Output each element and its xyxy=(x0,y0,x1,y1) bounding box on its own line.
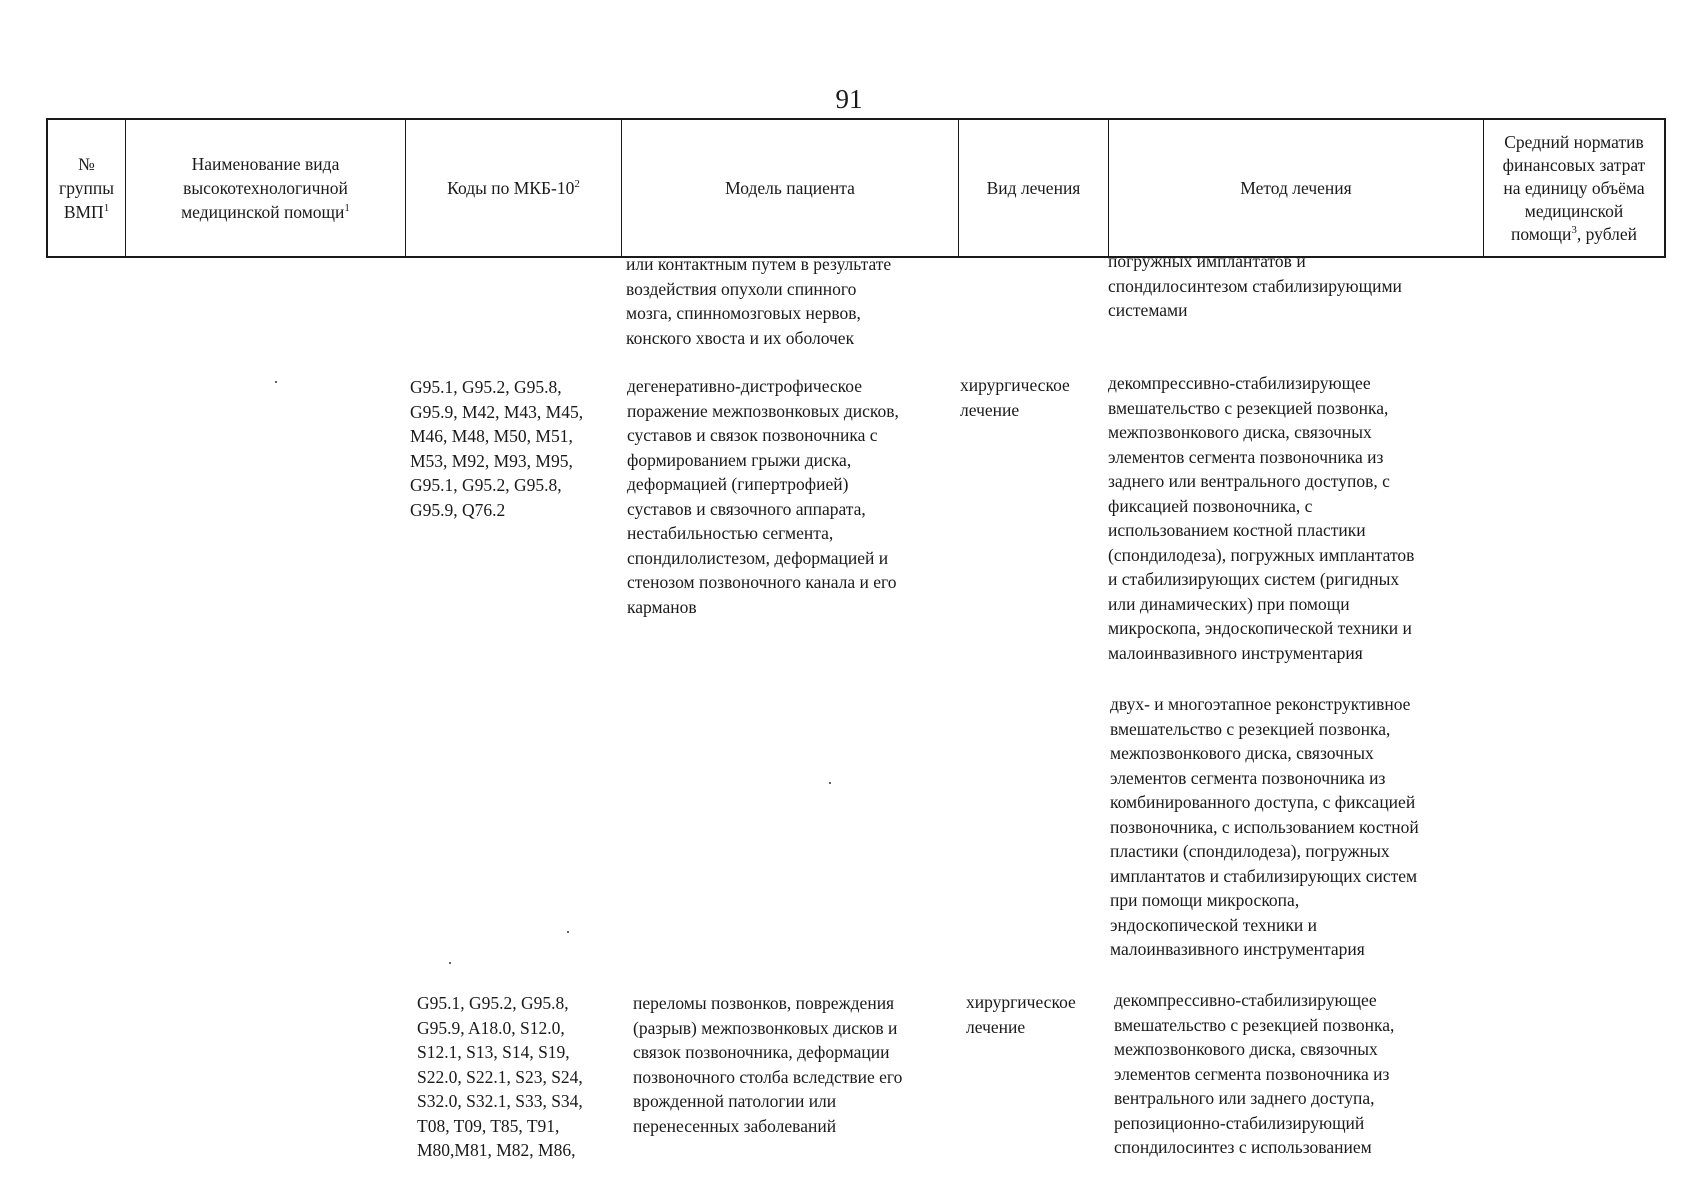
row2-patient-model: дегенеративно-дистрофическое поражение межпозвонковых дисков, суставов и связок позвоночника с формированием грыжи диска, деформацией (гипертрофией) суставов и связочного аппарата, нестабильностью сегмента, спондилолистезом, деформацией и стенозом позвоночного канала и его карманов xyxy=(627,376,899,617)
scan-speck xyxy=(275,381,277,383)
header-vmp-name-line1: Наименование вида xyxy=(191,154,340,174)
row2-treatment-type: хирургическое лечение xyxy=(960,375,1070,420)
footnote-mark: 2 xyxy=(574,178,580,191)
header-treatment-method xyxy=(1109,120,1484,256)
row3-treatment-method: декомпрессивно-стабилизирующее вмешательство с резекцией позвонка, межпозвонкового диска, связочных элементов сегмента позвоночника из вентрального или заднего доступа, репозиционно-стабилизирующий спондилосинтез с использованием xyxy=(1114,990,1395,1157)
header-cost-line1: Средний норматив xyxy=(1504,131,1644,152)
header-vmp-name-line2: высокотехнологичной xyxy=(183,178,348,198)
header-treatment-type xyxy=(959,120,1109,256)
header-vmp-name-line3: медицинской помощи xyxy=(181,202,345,222)
row2-treatment-method-1: декомпрессивно-стабилизирующее вмешательство с резекцией позвонка, межпозвонкового диска, связочных элементов сегмента позвоночника из заднего или вентрального доступов, с фиксацией позвоночника, с использованием костной пластики (спондилодеза), погружных имплантатов и стабилизирующих систем (ригидных или динамических) при помощи микроскопа, эндоскопической техники и малоинвазивного инструментария xyxy=(1108,373,1415,663)
header-icd-codes-label: Коды по МКБ-10 xyxy=(447,178,575,198)
header-treatment-type-label: Вид лечения xyxy=(986,178,1081,198)
header-group-number-line1: № xyxy=(78,154,95,174)
footnote-mark: 1 xyxy=(103,202,110,215)
footnote-mark: 1 xyxy=(344,202,350,215)
header-group-number-line3: ВМП xyxy=(63,202,104,222)
header-average-cost xyxy=(1484,120,1664,256)
header-patient-model-label: Модель пациента xyxy=(725,178,855,198)
scan-speck xyxy=(449,962,451,964)
row1-treatment-method: погружных имплантатов и спондилосинтезом стабилизирующими системами xyxy=(1108,251,1402,320)
page-number: 91 xyxy=(835,84,863,114)
header-icd-codes xyxy=(406,120,622,256)
header-vmp-name xyxy=(126,120,406,256)
header-cost-line5a: помощи xyxy=(1510,223,1572,244)
footnote-mark: 3 xyxy=(1571,223,1577,236)
header-patient-model xyxy=(622,120,959,256)
header-group-number xyxy=(48,120,126,256)
row3-icd-codes: G95.1, G95.2, G95.8, G95.9, A18.0, S12.0, S12.1, S13, S14, S19, S22.0, S22.1, S23, S24, S32.0, S32.1, S33, S34, T08, T09, T85, T91, M80,M81, M82, M86, xyxy=(417,993,583,1160)
row1-patient-model: или контактным путем в результате воздействия опухоли спинного мозга, спинномозговых нервов, конского хвоста и их оболочек xyxy=(626,254,892,348)
scan-speck xyxy=(829,782,831,784)
header-cost-line4: медицинской xyxy=(1524,200,1624,221)
header-cost-line5b: , рублей xyxy=(1576,223,1638,244)
header-treatment-method-label: Метод лечения xyxy=(1240,178,1352,198)
header-cost-line2: финансовых затрат xyxy=(1502,154,1646,175)
row2-icd-codes: G95.1, G95.2, G95.8, G95.9, M42, M43, M45, M46, M48, M50, M51, M53, M92, M93, M95, G95.1, G95.2, G95.8, G95.9, Q76.2 xyxy=(410,377,584,520)
scan-speck xyxy=(567,931,569,933)
header-cost-line3: на единицу объёма xyxy=(1503,177,1645,198)
header-group-number-line2: группы xyxy=(59,178,114,198)
row3-treatment-type: хирургическое лечение xyxy=(966,992,1076,1037)
row3-patient-model: переломы позвонков, повреждения (разрыв) межпозвонковых дисков и связок позвоночника, деформации позвоночного столба вследствие его врожденной патологии или перенесенных заболеваний xyxy=(633,993,903,1136)
table-header xyxy=(46,118,1666,258)
row2-treatment-method-2: двух- и многоэтапное реконструктивное вмешательство с резекцией позвонка, межпозвонкового диска, связочных элементов сегмента позвоночника из комбинированного доступа, с фиксацией позвоночника, с использованием костной пластики (спондилодеза), погружных имплантатов и стабилизирующих систем при помощи микроскопа, эндоскопической техники и малоинвазивного инструментария xyxy=(1110,694,1419,959)
